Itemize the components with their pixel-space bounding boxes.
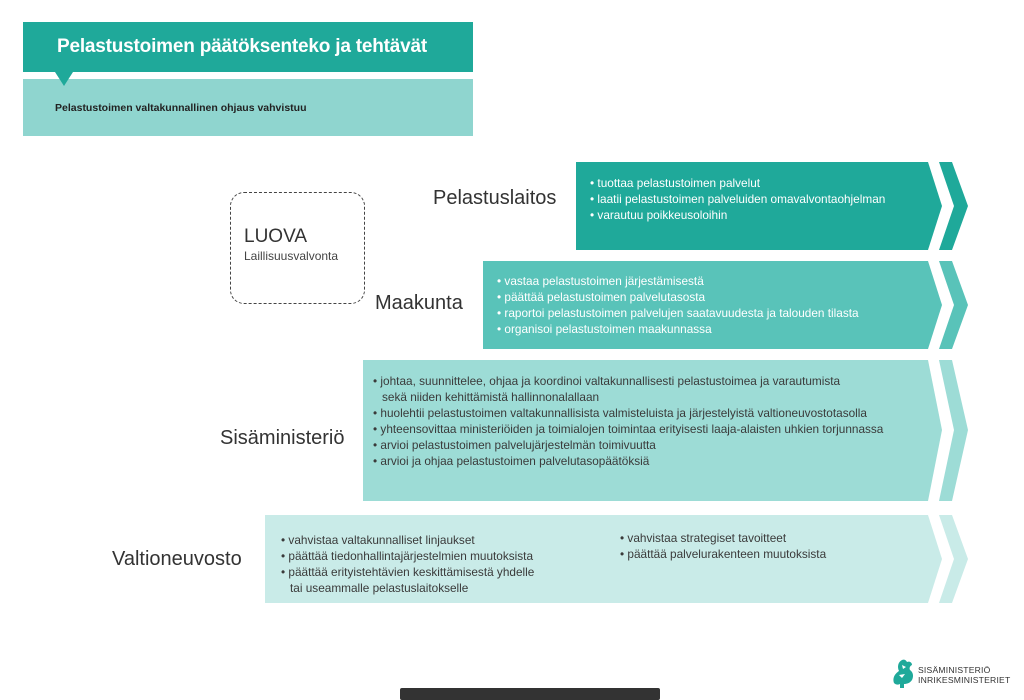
list-item: • huolehtii pelastustoimen valtakunnallisista valmisteluista ja järjestelyistä valtioneuvostotasolla (373, 405, 883, 421)
list-item-continuation: sekä niiden kehittämistä hallinnonalallaan (382, 390, 600, 404)
logo-line2: INRIKESMINISTERIET (918, 675, 1011, 685)
list-item: • yhteensovittaa ministeriöiden ja toimialojen toimintaa erityisesti laaja-alaisten uhkien torjunnassa (373, 421, 883, 437)
list-item: • päättää palvelurakenteen muutoksista (620, 546, 826, 562)
band-text-maakunta (497, 273, 859, 337)
list-item: • laatii pelastustoimen palveluiden omavalvontaohjelman (590, 191, 885, 207)
bottom-toolbar (400, 688, 660, 700)
list-item: • varautuu poikkeusoloihin (590, 207, 885, 223)
band-text-valtioneuvosto-right (620, 530, 826, 562)
luova-box (230, 192, 365, 304)
luova-subtitle: Laillisuusvalvonta (244, 249, 339, 263)
list-item: • organisoi pelastustoimen maakunnassa (497, 321, 859, 337)
level-label-sisaministerio: Sisäministeriö (220, 427, 345, 449)
logo-line1: SISÄMINISTERIÖ (918, 665, 991, 675)
band-text-pelastuslaitos (590, 175, 885, 223)
list-item: • päättää pelastustoimen palvelutasosta (497, 289, 859, 305)
list-item: • raportoi pelastustoimen palvelujen saatavuudesta ja talouden tilasta (497, 305, 859, 321)
list-item: • päättää erityistehtävien keskittämisestä yhdelle (281, 564, 534, 580)
level-label-pelastuslaitos: Pelastuslaitos (433, 187, 557, 209)
band-chevron-valtioneuvosto (939, 515, 968, 603)
band-chevron-pelastuslaitos (939, 162, 968, 250)
list-item: • vastaa pelastustoimen järjestämisestä (497, 273, 859, 289)
list-item: • päättää tiedonhallintajärjestelmien muutoksista (281, 548, 534, 564)
page-subtitle: Pelastustoimen valtakunnallinen ohjaus vahvistuu (23, 79, 473, 136)
band-text-sisaministerio (373, 373, 883, 469)
band-text-valtioneuvosto-left (281, 532, 534, 596)
logo-text (918, 665, 1010, 685)
band-chevron-sisaministerio (939, 360, 968, 501)
list-item: • vahvistaa valtakunnalliset linjaukset (281, 532, 534, 548)
level-label-valtioneuvosto: Valtioneuvosto (112, 548, 242, 570)
list-item-continuation: tai useammalle pelastuslaitokselle (290, 581, 469, 595)
list-item: • arvioi pelastustoimen palvelujärjestelmän toimivuutta (373, 437, 883, 453)
list-item: • tuottaa pelastustoimen palvelut (590, 175, 885, 191)
title-pointer (55, 72, 73, 86)
level-label-maakunta: Maakunta (375, 292, 463, 314)
luova-title: LUOVA (244, 226, 308, 247)
list-item: • johtaa, suunnittelee, ohjaa ja koordinoi valtakunnallisesti pelastustoimea ja varautumista (373, 373, 883, 389)
band-chevron-maakunta (939, 261, 968, 349)
page-title: Pelastustoimen päätöksenteko ja tehtävät (23, 22, 473, 72)
list-item: • arvioi ja ohjaa pelastustoimen palvelutasopäätöksiä (373, 453, 883, 469)
list-item: • vahvistaa strategiset tavoitteet (620, 530, 826, 546)
finnish-lion-icon (890, 655, 916, 691)
